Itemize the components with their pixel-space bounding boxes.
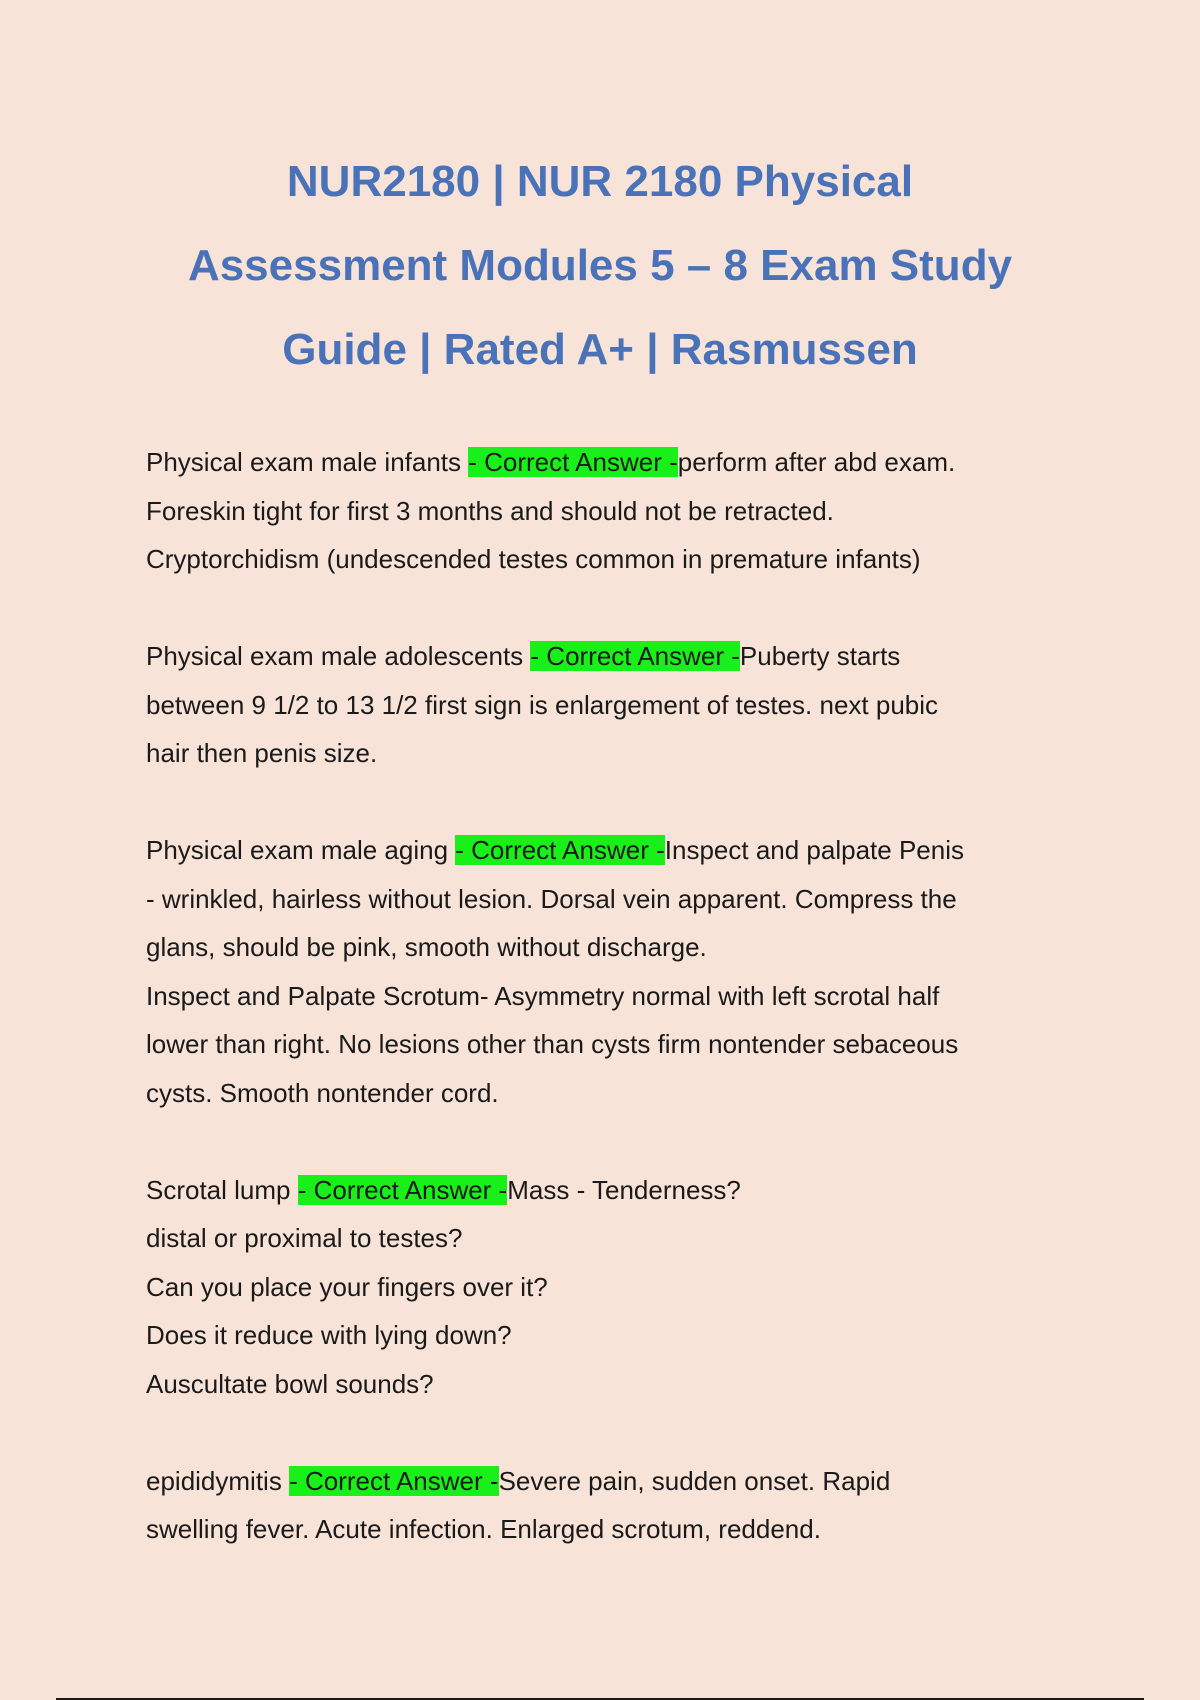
answer-text: Foreskin tight for first 3 months and should not be retracted. bbox=[146, 495, 834, 526]
question-text: Physical exam male infants bbox=[146, 447, 469, 477]
correct-answer-highlight: - Correct Answer - bbox=[530, 641, 740, 671]
answer-text: swelling fever. Acute infection. Enlarged scrotum, reddend. bbox=[146, 1514, 821, 1544]
answer-text: Cryptorchidism (undescended testes common in premature infants) bbox=[146, 544, 921, 574]
correct-answer-highlight: - Correct Answer - bbox=[455, 835, 665, 865]
answer-text: lower than right. No lesions other than cysts firm nontender sebaceous bbox=[146, 1029, 959, 1059]
answer-text: between 9 1/2 to 13 1/2 first sign is enlargement of testes. next pubic bbox=[146, 689, 939, 720]
qa-entry bbox=[146, 632, 1066, 778]
entry-first-line bbox=[146, 632, 1066, 681]
qa-entry bbox=[146, 438, 1066, 584]
qa-entry bbox=[146, 1457, 1066, 1554]
answer-text: distal or proximal to testes? bbox=[146, 1223, 463, 1253]
answer-text: Severe pain, sudden onset. Rapid bbox=[498, 1465, 891, 1496]
entry-first-line bbox=[146, 438, 1066, 487]
qa-entry bbox=[146, 1166, 1066, 1409]
entry-first-line bbox=[146, 826, 1066, 875]
correct-answer-highlight: - Correct Answer - bbox=[468, 447, 678, 477]
entry-first-line bbox=[146, 1457, 1066, 1506]
question-text: epididymitis bbox=[146, 1465, 290, 1496]
page-title bbox=[130, 140, 1070, 392]
title-line: Assessment Modules 5 – 8 Exam Study bbox=[187, 241, 1013, 290]
question-text: Physical exam male aging bbox=[146, 835, 456, 865]
answer-text: cysts. Smooth nontender cord. bbox=[146, 1077, 499, 1108]
study-guide-content bbox=[146, 438, 1066, 1602]
answer-text: glans, should be pink, smooth without discharge. bbox=[146, 932, 707, 962]
entry-first-line bbox=[146, 1166, 1066, 1215]
answer-text: perform after abd exam. bbox=[677, 447, 956, 477]
title-line: Guide | Rated A+ | Rasmussen bbox=[282, 325, 918, 374]
question-text: Scrotal lump bbox=[146, 1174, 298, 1205]
answer-text: Inspect and Palpate Scrotum- Asymmetry normal with left scrotal half bbox=[146, 980, 940, 1011]
qa-entry bbox=[146, 826, 1066, 1117]
correct-answer-highlight: - Correct Answer - bbox=[297, 1174, 508, 1205]
answer-text: Does it reduce with lying down? bbox=[146, 1320, 512, 1350]
answer-text: - wrinkled, hairless without lesion. Dorsal vein apparent. Compress the bbox=[146, 883, 957, 914]
answer-text: Auscultate bowl sounds? bbox=[146, 1368, 434, 1399]
question-text: Physical exam male adolescents bbox=[146, 641, 531, 671]
title-line: NUR2180 | NUR 2180 Physical bbox=[286, 157, 914, 206]
answer-text: Inspect and palpate Penis bbox=[664, 835, 964, 865]
answer-text: Can you place your fingers over it? bbox=[146, 1271, 548, 1302]
answer-text: Puberty starts bbox=[739, 641, 901, 671]
correct-answer-highlight: - Correct Answer - bbox=[289, 1465, 499, 1496]
answer-text: Mass - Tenderness? bbox=[507, 1174, 741, 1205]
answer-text: hair then penis size. bbox=[146, 738, 378, 768]
